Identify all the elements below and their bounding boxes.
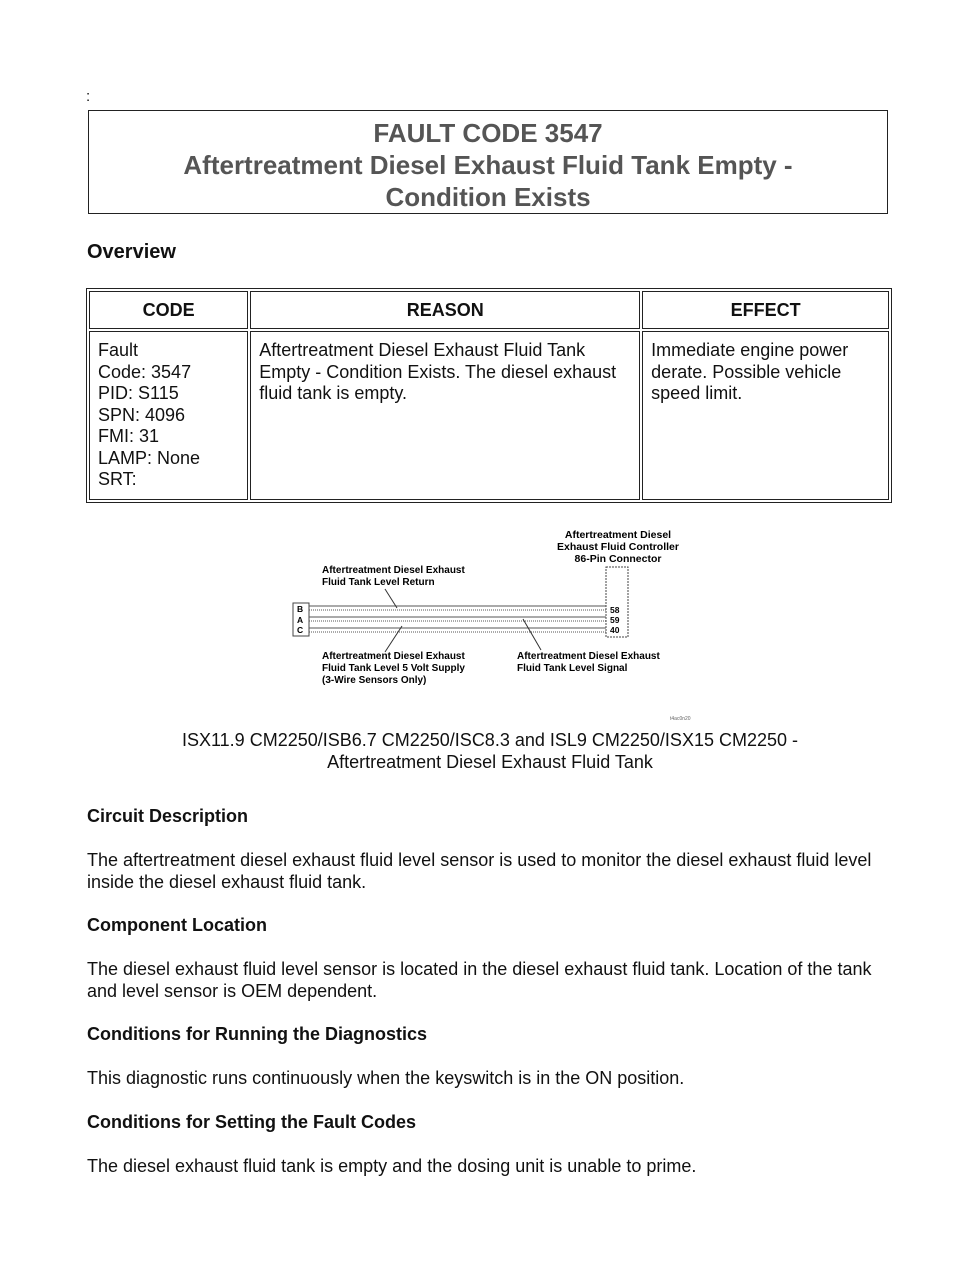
code-line: Fault: [98, 340, 139, 360]
reason-cell: Aftertreatment Diesel Exhaust Fluid Tank Empty - Condition Exists. The diesel exhaust fluid tank is empty.: [250, 331, 640, 500]
component-location-heading: Component Location: [87, 915, 267, 935]
code-line: SPN: 4096: [98, 404, 186, 425]
supply-label-line: Aftertreatment Diesel Exhaust: [322, 651, 465, 662]
controller-label-line: Exhaust Fluid Controller: [557, 541, 679, 553]
fault-code-title-box: [88, 110, 888, 214]
caption-line: Aftertreatment Diesel Exhaust Fluid Tank: [327, 752, 653, 772]
return-label-line: Fluid Tank Level Return: [322, 577, 435, 588]
return-label-line: Aftertreatment Diesel Exhaust: [322, 565, 465, 576]
figure-id: t4ac0n20: [670, 716, 691, 722]
connector-pin-label: 58: [610, 605, 620, 615]
table-row: [89, 331, 889, 500]
signal-leader-line: [523, 619, 541, 650]
connector-pin-label: 40: [610, 625, 620, 635]
wire-harness: [309, 606, 606, 632]
signal-label-line: Fluid Tank Level Signal: [517, 663, 628, 674]
code-cell: [89, 331, 248, 500]
signal-label-line: Aftertreatment Diesel Exhaust: [517, 651, 660, 662]
leading-colon: :: [86, 88, 91, 105]
code-line: LAMP: None: [98, 447, 201, 468]
fault-code-subtitle-line1: Aftertreatment Diesel Exhaust Fluid Tank Empty -: [183, 150, 793, 180]
code-line: FMI: 31: [98, 426, 160, 446]
sensor-pin-label: A: [297, 615, 304, 625]
header-effect: EFFECT: [642, 291, 889, 329]
connector-pin-label: 59: [610, 615, 620, 625]
code-line: Code: 3547: [98, 361, 192, 382]
supply-leader-line: [385, 626, 402, 652]
sensor-pin-label: C: [297, 625, 304, 635]
setting-fault-codes-heading: Conditions for Setting the Fault Codes: [87, 1112, 416, 1132]
component-location-text: The diesel exhaust fluid level sensor is located in the diesel exhaust fluid tank. Location of the tank and level sensor is OEM dependent.: [87, 959, 872, 1001]
fault-code-title: FAULT CODE 3547: [373, 118, 603, 148]
code-line: SRT:: [98, 469, 137, 489]
code-line: PID: S115: [98, 383, 179, 403]
controller-label-line: 86-Pin Connector: [574, 553, 662, 565]
caption-line: ISX11.9 CM2250/ISB6.7 CM2250/ISC8.3 and ISL9 CM2250/ISX15 CM2250 -: [181, 730, 799, 750]
overview-heading: Overview: [87, 241, 176, 263]
fault-code-subtitle-line2: Condition Exists: [385, 182, 591, 212]
circuit-description-heading: Circuit Description: [87, 806, 249, 826]
figure-caption: [120, 729, 860, 773]
sensor-pin-label: B: [297, 604, 304, 614]
running-diagnostics-heading: Conditions for Running the Diagnostics: [87, 1024, 427, 1044]
fault-code-table: [86, 288, 892, 503]
circuit-description-text: The aftertreatment diesel exhaust fluid level sensor is used to monitor the diesel exhaust fluid level inside the diesel exhaust fluid tank.: [87, 850, 872, 892]
header-code: CODE: [89, 291, 248, 329]
controller-label-line: Aftertreatment Diesel: [564, 529, 672, 541]
effect-cell: Immediate engine power derate. Possible vehicle speed limit.: [642, 331, 889, 500]
wiring-diagram: [285, 522, 705, 722]
table-header-row: [89, 291, 889, 329]
setting-fault-codes-text: The diesel exhaust fluid tank is empty and the dosing unit is unable to prime.: [87, 1156, 697, 1176]
return-leader-line: [385, 589, 397, 608]
supply-label-line: Fluid Tank Level 5 Volt Supply: [322, 663, 465, 674]
running-diagnostics-text: This diagnostic runs continuously when the keyswitch is in the ON position.: [87, 1068, 685, 1088]
header-reason: REASON: [250, 291, 640, 329]
supply-label-line: (3-Wire Sensors Only): [322, 675, 427, 686]
